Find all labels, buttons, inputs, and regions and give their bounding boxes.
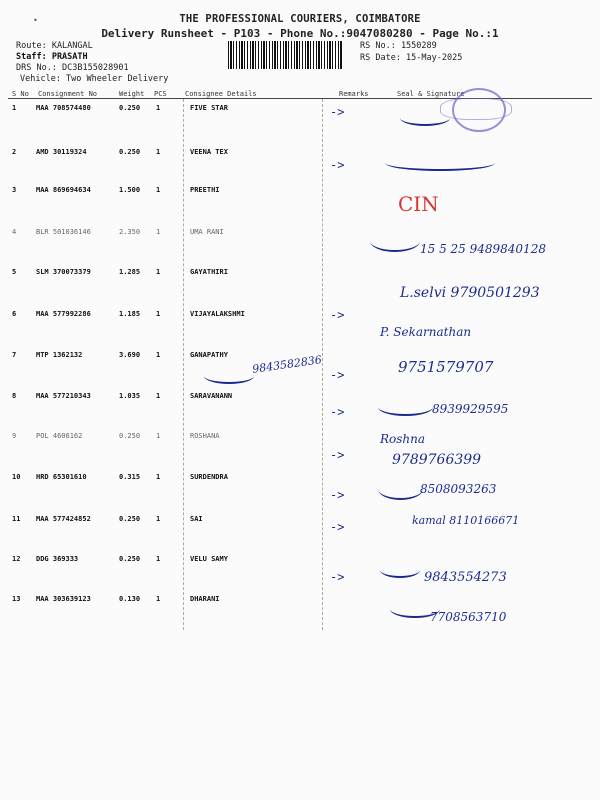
column-divider [183, 99, 184, 630]
signature-scribble [380, 562, 420, 578]
row-sno: 12 [12, 555, 21, 563]
barcode [228, 41, 343, 69]
row-pcs: 1 [156, 515, 161, 523]
row-pcs: 1 [156, 186, 161, 194]
row-consignment: POL 4606162 [36, 432, 83, 440]
row-weight: 1.500 [119, 186, 141, 194]
row-consignee: SAI [190, 515, 203, 523]
handwritten-phone-r8: 8939929595 [432, 402, 509, 416]
row-consignment: MTP 1362132 [36, 351, 83, 359]
row-pcs: 1 [156, 473, 161, 481]
handwritten-phone-r7: 9751579707 [398, 358, 494, 376]
route-label: Route: KALANGAL [16, 41, 93, 51]
row-sno: 8 [12, 392, 17, 400]
row-pcs: 1 [156, 432, 161, 440]
signature-scribble [378, 478, 423, 500]
row-pcs: 1 [156, 595, 161, 603]
row-sno: 1 [12, 104, 17, 112]
header-rule [8, 98, 592, 99]
remark-arrow: -> [330, 570, 345, 584]
col-pcs: PCS [154, 90, 167, 98]
row-sno: 7 [12, 351, 17, 359]
col-weight: Weight [119, 90, 145, 98]
handwritten-phone-r12: 9843554273 [424, 570, 507, 585]
row-weight: 0.250 [119, 148, 141, 156]
row-sno: 2 [12, 148, 17, 156]
signature-scribble [204, 368, 254, 384]
signature-scribble [385, 155, 495, 171]
remark-arrow: -> [330, 308, 345, 322]
row-weight: 0.250 [119, 515, 141, 523]
row-pcs: 1 [156, 104, 161, 112]
row-sno: 6 [12, 310, 17, 318]
row-pcs: 1 [156, 310, 161, 318]
row-weight: 1.035 [119, 392, 141, 400]
handwritten-phone-r10: 8508093263 [420, 482, 497, 496]
remark-arrow: -> [330, 368, 345, 382]
row-sno: 10 [12, 473, 21, 481]
handwritten-phone-r4: 15 5 25 9489840128 [420, 242, 546, 256]
row-weight: 1.285 [119, 268, 141, 276]
col-consignee: Consignee Details [185, 90, 257, 98]
handwritten-phone-r9: 9789766399 [392, 452, 482, 468]
row-consignee: UMA RANI [190, 228, 224, 236]
row-pcs: 1 [156, 148, 161, 156]
row-pcs: 1 [156, 268, 161, 276]
row-sno: 3 [12, 186, 17, 194]
row-consignee: VEENA TEX [190, 148, 228, 156]
runsheet-subtitle: Delivery Runsheet - P103 - Phone No.:9047080280 - Page No.:1 [101, 27, 499, 40]
row-consignment: HRD 65301610 [36, 473, 87, 481]
row-consignment: MAA 577992286 [36, 310, 91, 318]
row-pcs: 1 [156, 228, 161, 236]
col-remarks: Remarks [339, 90, 369, 98]
handwritten-phone-r7-left: 9843582836 [251, 353, 323, 376]
signature-scribble [400, 110, 450, 126]
handwritten-cin: CIN [398, 192, 439, 216]
row-consignment: MAA 303639123 [36, 595, 91, 603]
handwritten-phone-r11: kamal 8110166671 [412, 514, 520, 527]
remark-arrow: -> [330, 448, 345, 462]
row-consignment: SLM 370073379 [36, 268, 91, 276]
row-consignment: MAA 869694634 [36, 186, 91, 194]
row-sno: 4 [12, 228, 17, 236]
handwritten-name-r9: Roshna [380, 432, 426, 446]
row-sno: 5 [12, 268, 17, 276]
handwritten-phone-r13: 7708563710 [430, 610, 507, 624]
row-weight: 0.250 [119, 432, 141, 440]
remark-arrow: -> [330, 520, 345, 534]
row-consignee: SARAVANANN [190, 392, 233, 400]
handwritten-name-r6: P. Sekarnathan [380, 325, 472, 339]
remark-arrow: -> [330, 405, 345, 419]
rs-date: RS Date: 15-May-2025 [360, 53, 463, 63]
remark-arrow: -> [330, 158, 345, 172]
col-consignment: Consignment No [38, 90, 98, 98]
row-consignee: FIVE STAR [190, 104, 228, 112]
row-pcs: 1 [156, 351, 161, 359]
row-consignment: DDG 369333 [36, 555, 79, 563]
col-seal: Seal & Signature [397, 90, 465, 98]
handwritten-phone-r5: L.selvi 9790501293 [400, 285, 540, 301]
rs-number: RS No.: 1550289 [360, 41, 437, 51]
row-consignee: ROSHANA [190, 432, 220, 440]
row-consignment: BLR 501036146 [36, 228, 91, 236]
staff-label: Staff: PRASATH [16, 52, 88, 62]
row-pcs: 1 [156, 555, 161, 563]
col-sno: S No [12, 90, 29, 98]
row-weight: 2.350 [119, 228, 141, 236]
company-title: THE PROFESSIONAL COURIERS, COIMBATORE [179, 13, 421, 25]
row-consignee: GAYATHIRI [190, 268, 228, 276]
row-sno: 11 [12, 515, 21, 523]
remark-arrow: -> [330, 488, 345, 502]
signature-scribble [370, 230, 420, 252]
row-sno: 9 [12, 432, 17, 440]
row-weight: 0.315 [119, 473, 141, 481]
drs-label: DRS No.: DC3B155028901 [16, 63, 129, 73]
row-consignee: GANAPATHY [190, 351, 228, 359]
row-weight: 0.130 [119, 595, 141, 603]
signature-scribble [378, 398, 433, 416]
row-weight: 0.250 [119, 104, 141, 112]
row-weight: 0.250 [119, 555, 141, 563]
row-consignee: DHARANI [190, 595, 220, 603]
row-consignment: MAA 577424852 [36, 515, 91, 523]
row-weight: 1.185 [119, 310, 141, 318]
row-consignee: VIJAYALAKSHMI [190, 310, 245, 318]
row-consignment: MAA 708574480 [36, 104, 91, 112]
remark-arrow: -> [330, 105, 345, 119]
row-consignment: MAA 577210343 [36, 392, 91, 400]
row-weight: 3.690 [119, 351, 141, 359]
seal-stamp-ring [440, 98, 512, 120]
row-consignment: AMD 30119324 [36, 148, 87, 156]
row-sno: 13 [12, 595, 21, 603]
row-consignee: SURDENDRA [190, 473, 228, 481]
row-pcs: 1 [156, 392, 161, 400]
row-consignee: PREETHI [190, 186, 220, 194]
row-consignee: VELU SAMY [190, 555, 228, 563]
corner-mark: • [33, 16, 38, 25]
vehicle-label: Vehicle: Two Wheeler Delivery [20, 74, 169, 84]
